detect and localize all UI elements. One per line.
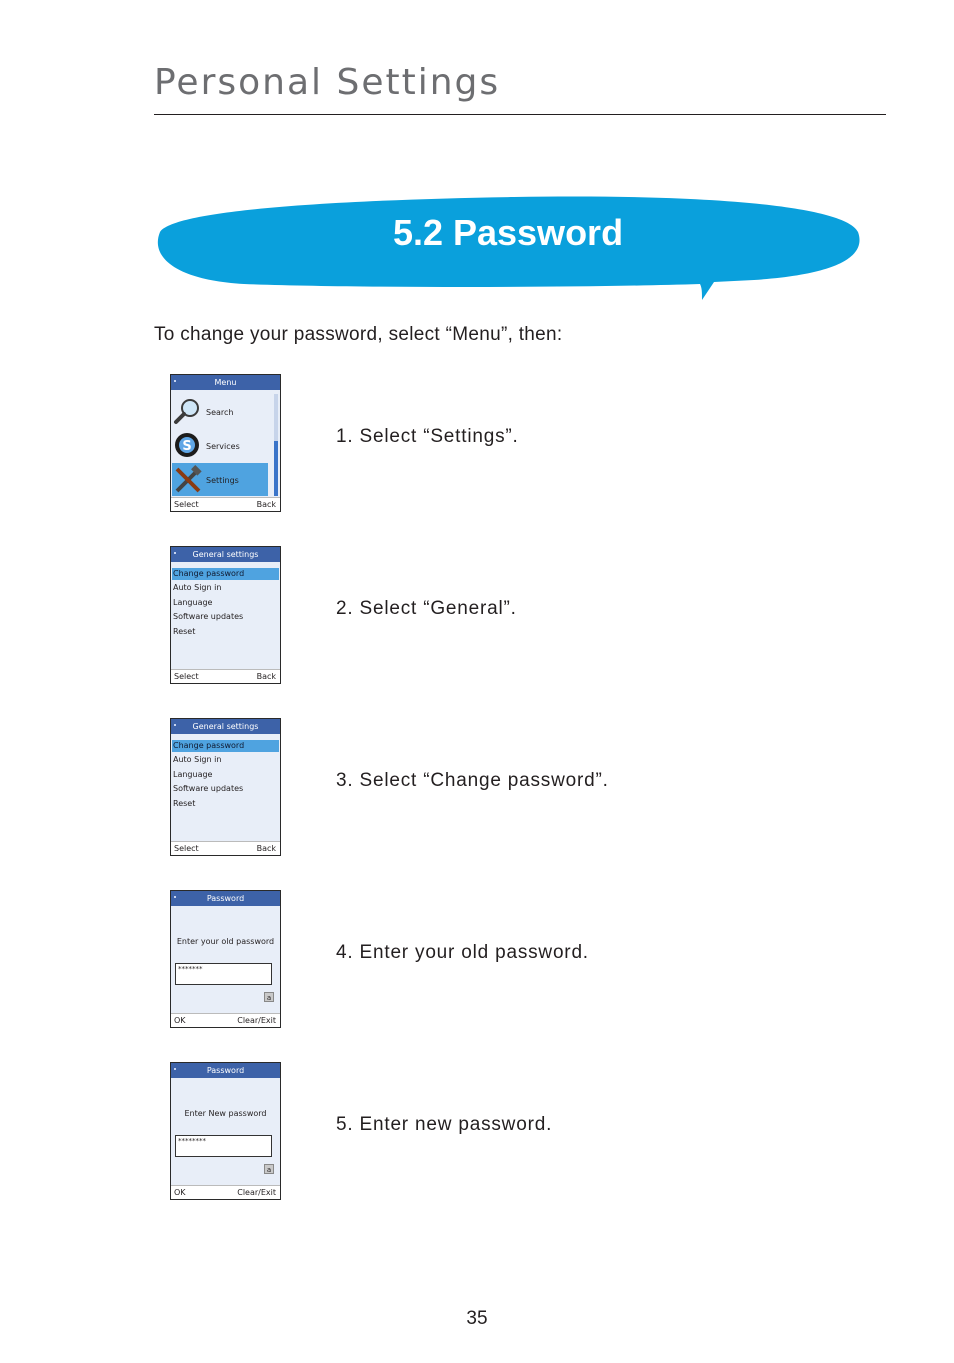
list-item: Auto Sign in [173,755,222,764]
softkey-bar [171,1013,280,1027]
list-item: Software updates [173,784,244,793]
section-title: Personal Settings [154,62,501,103]
step-3 [170,718,870,856]
phone-screenshot-password-old [170,890,281,1028]
softkey-right: Back [256,844,276,853]
screen-title: Menu [214,378,237,387]
password-prompt: Enter your old password [176,937,275,946]
list-item: Software updates [173,612,244,621]
password-prompt: Enter New password [184,1109,267,1118]
input-mode-indicator: a [264,1164,274,1174]
softkey-right: Clear/Exit [237,1016,276,1025]
scrollbar [274,394,278,496]
step-instruction: 1. Select “Settings”. [336,426,519,447]
softkey-right: Back [256,672,276,681]
screen-title-bar [171,719,280,734]
list-item: Reset [173,799,196,808]
phone-screenshot-password-new [170,1062,281,1200]
old-password-field: ******* [175,963,272,985]
scrollbar-thumb [274,441,278,496]
tools-icon [173,465,203,495]
status-dot [174,896,176,898]
menu-item-label: Services [206,442,240,451]
section-banner [154,192,862,304]
softkey-left: Select [174,844,199,853]
softkey-left: OK [174,1016,186,1025]
banner-title: 5.2 Password [392,212,624,253]
phone-screenshot-general-settings [170,546,281,684]
menu-item-label: Search [206,408,234,417]
status-dot [174,552,176,554]
screen-title-bar [171,1063,280,1078]
softkey-left: OK [174,1188,186,1197]
svg-text:S: S [182,439,192,454]
screen-title-bar [171,375,280,390]
menu-item-label: Settings [206,476,239,485]
step-1 [170,374,870,512]
menu-item-search [172,395,268,428]
skype-icon [173,431,203,461]
list-item: Language [173,770,213,779]
screen-title: General settings [192,550,259,559]
step-instruction: 3. Select “Change password”. [336,770,609,791]
status-dot [174,724,176,726]
status-dot [174,380,176,382]
list-item: Reset [173,627,196,636]
phone-screenshot-general-settings [170,718,281,856]
step-4 [170,890,870,1028]
list-item: Change password [172,568,279,580]
screen-title: Password [206,894,245,903]
softkey-left: Select [174,672,199,681]
softkey-bar [171,497,280,511]
screen-title-bar [171,891,280,906]
step-instruction: 5. Enter new password. [336,1114,553,1135]
menu-item-settings [172,463,268,496]
softkey-bar [171,1185,280,1199]
step-instruction: 4. Enter your old password. [336,942,589,963]
softkey-left: Select [174,500,199,509]
magnifier-icon [173,397,203,425]
screen-title: Password [206,1066,245,1075]
softkey-bar [171,669,280,683]
list-item: Auto Sign in [173,583,222,592]
input-mode-indicator: a [264,992,274,1002]
step-instruction: 2. Select “General”. [336,598,517,619]
menu-item-services [172,429,268,462]
list-item: Change password [172,740,279,752]
page-header [154,62,886,115]
screen-title: General settings [192,722,259,731]
step-5 [170,1062,870,1200]
new-password-field: ******** [175,1135,272,1157]
softkey-bar [171,841,280,855]
status-dot [174,1068,176,1070]
softkey-right: Back [256,500,276,509]
screen-title-bar [171,547,280,562]
step-2 [170,546,870,684]
page-number: 35 [466,1308,488,1329]
intro-text: To change your password, select “Menu”, then: [154,324,563,345]
softkey-right: Clear/Exit [237,1188,276,1197]
list-item: Language [173,598,213,607]
phone-screenshot-menu [170,374,281,512]
